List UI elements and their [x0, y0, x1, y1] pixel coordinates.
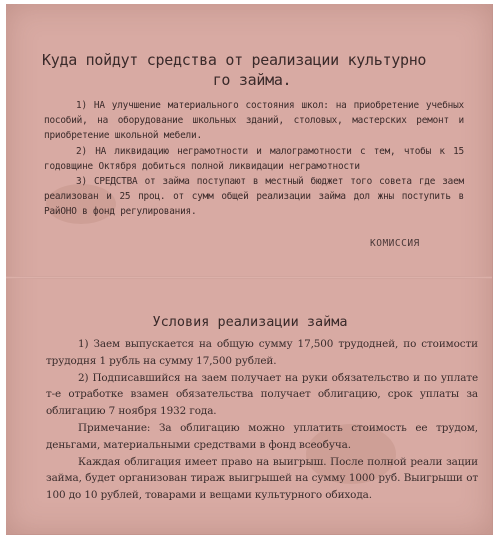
- section2-paragraph-2: 2) Подписавшийся на заем получает на руки обязательство и по уплате т-е отработке взамен обязательства получает облигацию, срок уплаты за облигацию 7 ноября 1932 года.: [46, 371, 478, 418]
- section1-title-line2: го займа.: [212, 71, 292, 89]
- commission-signature: КОМИССИЯ: [370, 238, 420, 249]
- section2-paragraph-1: 1) Заем выпускается на общую сумму 17,500 трудодней, по стоимости трудодня 1 рубль на сумму 17,500 рублей.: [46, 338, 478, 367]
- paper-fold: [6, 276, 492, 279]
- section2-title: Условия реализации займа: [152, 314, 348, 330]
- section1-paragraph-3: 3) СРЕДСТВА от займа поступают в местный бюджет того совета где заем реализован и 25 проц. от сумм общей реализации займа дол жны поступить в РайОНО в фонд регулирования.: [44, 176, 464, 218]
- section1-paragraph-1: 1) НА улучшение материального состояния школ: на приобретение учебных пособий, на оборудование школьных зданий, столовых, мастерских ремонт и приобретение школьной мебели.: [44, 100, 464, 142]
- section2-paragraph-3: Каждая облигация имеет право на выигрыш. После полной реали зации займа, будет организован тираж выигрышей на сумму 1000 руб. Выигрыши от 100 до 10 рублей, товарами и вещами культурного обихода.: [46, 455, 478, 502]
- section1-title: [42, 50, 462, 90]
- section2-note: [46, 420, 478, 454]
- note-label: Примечание:: [78, 421, 151, 434]
- section1-body: [44, 98, 464, 220]
- section2-body: [46, 336, 478, 504]
- note-text: За облигацию можно уплатить стоимость ее трудом, деньгами, материальными средствами в фонд всеобуча.: [46, 421, 478, 451]
- section1-paragraph-2: 2) НА ликвидацию неграмотности и малограмотности с тем, чтобы к 15 годовщине Октября добиться полной ликвидации неграмотности: [44, 145, 464, 172]
- section1-title-line1: Куда пойдут средства от реализации культурно: [42, 51, 427, 69]
